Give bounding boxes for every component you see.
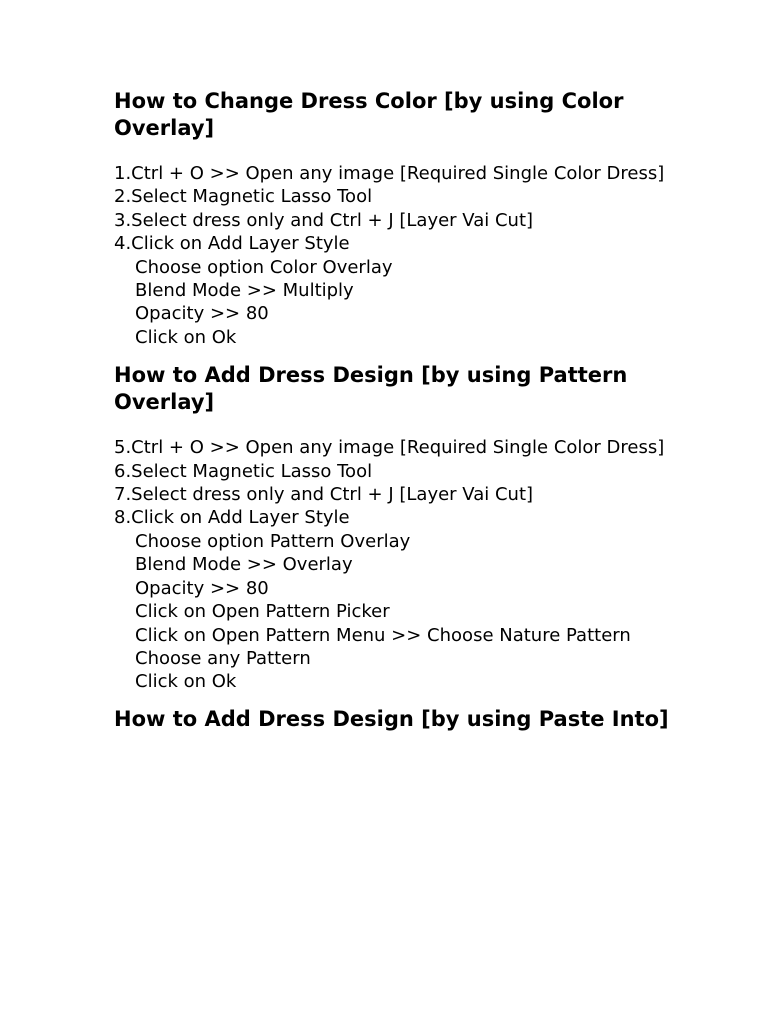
document-page [114, 88, 674, 733]
section-heading: How to Add Dress Design [by using Pattern Overlay] [114, 363, 628, 415]
step-list [114, 436, 674, 693]
list-item: 1.Ctrl + O >> Open any image [Required Single Color Dress] [114, 163, 665, 184]
list-item: Opacity >> 80 [135, 577, 269, 599]
section-heading: How to Change Dress Color [by using Color Overlay] [114, 89, 624, 140]
list-item: Choose option Color Overlay [135, 256, 393, 278]
list-item: Click on Ok [135, 326, 237, 348]
list-item: Click on Open Pattern Menu >> Choose Nature Pattern [135, 624, 631, 646]
list-item: Choose option Pattern Overlay [135, 530, 411, 552]
list-item: 8.Click on Add Layer Style [114, 507, 350, 529]
list-item: 2.Select Magnetic Lasso Tool [114, 186, 373, 208]
list-item: 7.Select dress only and Ctrl + J [Layer Vai Cut] [114, 484, 534, 506]
list-item: Opacity >> 80 [135, 303, 269, 325]
list-item: 4.Click on Add Layer Style [114, 233, 350, 255]
section-heading: How to Add Dress Design [by using Paste Into] [114, 706, 669, 731]
list-item: 6.Select Magnetic Lasso Tool [114, 460, 373, 482]
list-item: Click on Open Pattern Picker [135, 601, 390, 623]
list-item: Choose any Pattern [135, 647, 311, 669]
list-item: 5.Ctrl + O >> Open any image [Required Single Color Dress] [114, 437, 665, 459]
list-item: Blend Mode >> Overlay [135, 554, 353, 576]
list-item: Click on Ok [135, 671, 237, 693]
list-item: 3.Select dress only and Ctrl + J [Layer Vai Cut] [114, 209, 534, 231]
step-list [114, 162, 674, 349]
list-item: Blend Mode >> Multiply [135, 280, 354, 302]
